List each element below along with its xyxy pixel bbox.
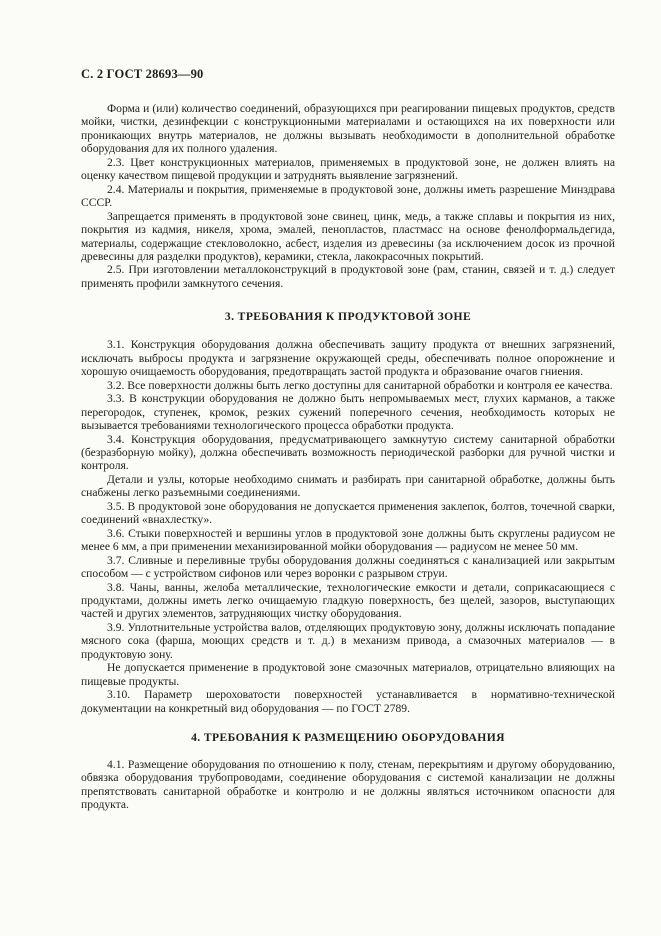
paragraph-3-7: 3.7. Сливные и переливные трубы оборудования должны соединяться с канализацией или закрытым способом — с устройством сифонов или через воронки с разрывом струи. [81, 553, 615, 581]
section-3 [81, 338, 615, 715]
paragraph-2-5: 2.5. При изготовлении металлоконструкций в продуктовой зоне (рам, станин, связей и т. д.) следует применять профили замкнутого сечения. [81, 263, 615, 290]
paragraph-3-10: 3.10. Параметр шероховатости поверхностей устанавливается в нормативно-технической документации на конкретный вид оборудования — по ГОСТ 2789. [81, 688, 615, 715]
paragraph-3-4: 3.4. Конструкция оборудования, предусматривающего замкнутую систему санитарной обработки (безразборную мойку), должна обеспечивать возможность периодической разборки для ручной чистки и контроля. [81, 432, 615, 473]
paragraph: Запрещается применять в продуктовой зоне свинец, цинк, медь, а также сплавы и покрытия из них, покрытия из кадмия, никеля, хрома, эмалей, пенопластов, пластмасс на основе фенолформальдегида, материалы, содержащие стекловолокно, асбест, изделия из древесины (за исключением досок из прочной древесины для разделки продуктов), керамики, стекла, лакокрасочных покрытий. [81, 209, 615, 263]
paragraph: Не допускается применение в продуктовой зоне смазочных материалов, отрицательно влияющих на пищевые продукты. [81, 661, 615, 688]
section-4 [81, 758, 615, 812]
paragraph-3-8: 3.8. Чаны, ванны, желоба металлические, технологические емкости и детали, соприкасающиеся с продуктами, должны иметь легко очищаемую гладкую поверхность, без щелей, зазоров, выступающих частей и других элементов, затрудняющих чистку оборудования. [81, 580, 615, 621]
section-2-continuation [81, 102, 615, 290]
paragraph: Форма и (или) количество соединений, образующихся при реагировании пищевых продуктов, средств мойки, чистки, дезинфекции с конструкционными материалами и остающихся на их поверхности или проникающих внутрь материалов, не должны вызывать необходимости в дополнительной обработке оборудования для их полного удаления. [81, 102, 615, 156]
paragraph-2-4: 2.4. Материалы и покрытия, применяемые в продуктовой зоне, должны иметь разрешение Минздрава СССР. [81, 182, 615, 210]
section-3-heading: 3. ТРЕБОВАНИЯ К ПРОДУКТОВОЙ ЗОНЕ [224, 310, 472, 324]
paragraph-3-5: 3.5. В продуктовой зоне оборудования не допускается применения заклепок, болтов, точечной сварки, соединений «внахлестку». [81, 499, 615, 527]
paragraph-4-1: 4.1. Размещение оборудования по отношению к полу, стенам, перекрытиям и другому оборудованию, обвязка оборудования трубопроводами, соединение оборудования с системой канализации не должны препятствовать санитарной обработке и контролю и не должны являться источником опасности для продукта. [81, 758, 615, 812]
paragraph-2-3: 2.3. Цвет конструкционных материалов, применяемых в продуктовой зоне, не должен влиять на оценку качеством пищевой продукции и затруднять выявление загрязнений. [81, 155, 615, 183]
paragraph-3-6: 3.6. Стыки поверхностей и вершины углов в продуктовой зоне должны быть скруглены радиусом не менее 6 мм, а при применении механизированной мойки оборудования — радиусом не менее 50 мм. [81, 526, 615, 554]
paragraph: Детали и узлы, которые необходимо снимать и разбирать при санитарной обработке, должны быть снабжены легко разъемными соединениями. [81, 472, 615, 500]
paragraph-3-9: 3.9. Уплотнительные устройства валов, отделяющих продуктовую зону, должны исключать попадание мясного сока (фарша, моющих средств и т. д.) в механизм привода, а смазочных материалов — в продуктовую зону. [81, 620, 615, 661]
section-4-heading: 4. ТРЕБОВАНИЯ К РАЗМЕЩЕНИЮ ОБОРУДОВАНИЯ [191, 731, 505, 745]
paragraph-3-1: 3.1. Конструкция оборудования должна обеспечивать защиту продукта от внешних загрязнений, исключать выбросы продукта и загрязнение окружающей среды, обеспечивать полное опорожнение и хорошую очищаемость оборудования, предотвращать застой продукта и образование очагов гниения. [81, 338, 615, 379]
paragraph-3-3: 3.3. В конструкции оборудования не должно быть непромываемых мест, глухих карманов, а также перегородок, ступенек, кромок, резких сужений поперечного сечения, необходимость которых не вызывается требованиями технологического процесса обработки продукта. [81, 392, 615, 433]
paragraph-3-2: 3.2. Все поверхности должны быть легко доступны для санитарной обработки и контроля ее качества. [107, 378, 613, 392]
running-head: С. 2 ГОСТ 28693—90 [81, 67, 204, 81]
